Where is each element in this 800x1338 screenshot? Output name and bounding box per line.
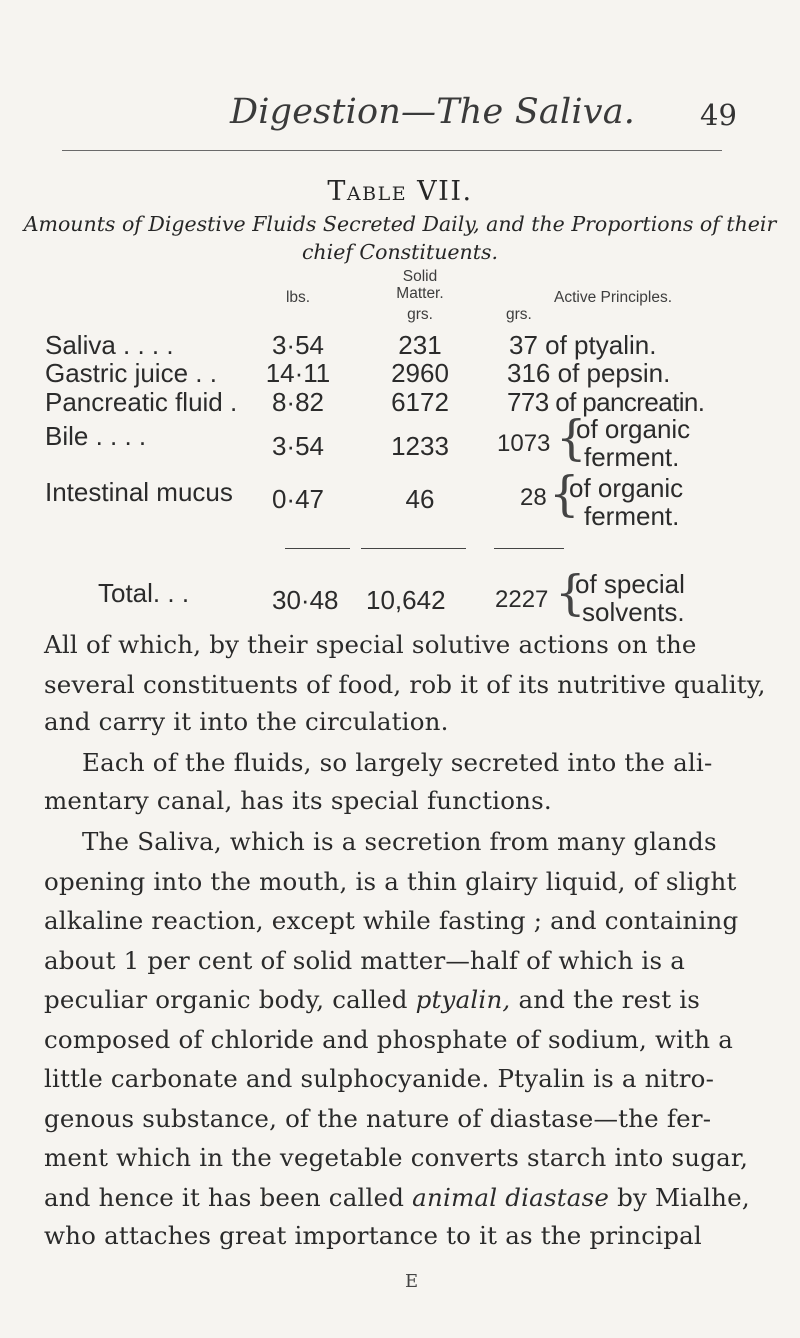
- total-label: Total. . .: [98, 578, 190, 608]
- table-row-active: 316 of pepsin.: [507, 358, 671, 388]
- table-row-solid: 231: [398, 330, 442, 360]
- paragraph-line: about 1 per cent of solid matter—half of which is a: [44, 946, 686, 975]
- table-row-lbs: 14·11: [265, 358, 331, 388]
- brace: {: [549, 466, 580, 522]
- table-row-lbs: 3·54: [271, 431, 325, 461]
- paragraph-line: and carry it into the circulation.: [44, 707, 449, 736]
- table-row-name: Bile . . . .: [45, 421, 147, 451]
- header-rule: [62, 150, 722, 151]
- table-row-active-amount: 28: [520, 484, 547, 511]
- paragraph-line: little carbonate and sulphocyanide. Ptyalin is a nitro-: [44, 1064, 715, 1093]
- column-header-solid-matter: [380, 268, 460, 302]
- paragraph-line: several constituents of food, rob it of its nutritive quality,: [44, 670, 766, 699]
- paragraph-line: [44, 985, 700, 1014]
- table-row-active-line2: ferment.: [584, 501, 680, 531]
- table-row-name: Gastric juice . .: [45, 358, 217, 388]
- table-caption-line-1: Amounts of Digestive Fluids Secreted Daily, and the Proportions of their: [23, 212, 777, 236]
- column-header-lbs: lbs.: [285, 289, 311, 306]
- column-header-solid-line1: Solid: [402, 268, 438, 285]
- table-row-active-line1: of organic: [576, 414, 691, 444]
- paragraph-line: composed of chloride and phosphate of sodium, with a: [44, 1025, 733, 1054]
- page-number: 49: [700, 98, 737, 132]
- table-row-active-line1: of organic: [569, 473, 684, 503]
- total-active-line2: solvents.: [582, 597, 685, 627]
- column-header-active-unit: grs.: [506, 306, 532, 323]
- table-row-active: 37 of ptyalin.: [509, 330, 657, 360]
- text-run: and the rest is: [518, 985, 701, 1014]
- table-title: Table VII.: [327, 176, 473, 207]
- total-solid: 10,642: [366, 585, 446, 615]
- brace: {: [555, 565, 586, 621]
- emphasis-ptyalin: ptyalin,: [415, 985, 511, 1014]
- paragraph-line: who attaches great importance to it as the principal: [44, 1221, 702, 1250]
- column-header-active-principles: Active Principles.: [553, 289, 672, 306]
- text-run: peculiar organic body, called: [44, 985, 408, 1014]
- table-caption-line-2: chief Constituents.: [301, 240, 499, 264]
- table-row-active: 773 of pancreatin.: [507, 387, 705, 417]
- sum-rule-lbs: [285, 548, 350, 549]
- table-row-lbs: 3·54: [271, 330, 325, 360]
- paragraph-line: alkaline reaction, except while fasting ; and containing: [44, 906, 739, 935]
- paragraph-line: ment which in the vegetable converts starch into sugar,: [44, 1143, 749, 1172]
- text-run: by Mialhe,: [617, 1183, 750, 1212]
- table-row-lbs: 0·47: [271, 484, 325, 514]
- table-row-solid: 46: [405, 484, 435, 514]
- sum-rule-solid: [361, 548, 466, 549]
- paragraph-line: All of which, by their special solutive actions on the: [44, 630, 697, 659]
- table-row-active-line2: ferment.: [584, 442, 680, 472]
- table-row-lbs: 8·82: [271, 387, 325, 417]
- emphasis-animal-diastase: animal diastase: [412, 1183, 610, 1212]
- paragraph-line: Each of the fluids, so largely secreted into the ali-: [82, 748, 713, 777]
- total-lbs: 30·48: [272, 585, 339, 615]
- column-header-solid-unit: grs.: [407, 306, 433, 323]
- text-run: and hence it has been called: [44, 1183, 405, 1212]
- column-header-solid-line2: Matter.: [396, 285, 444, 302]
- table-row-solid: 6172: [391, 387, 449, 417]
- total-active-line1: of special: [575, 569, 685, 599]
- brace: {: [556, 410, 587, 466]
- table-row-name: Intestinal mucus: [45, 477, 233, 507]
- paragraph-line: opening into the mouth, is a thin glairy liquid, of slight: [44, 867, 737, 896]
- total-active-amount: 2227: [495, 586, 549, 613]
- table-row-name: Pancreatic fluid .: [45, 387, 238, 417]
- table-row-active-amount: 1073: [497, 430, 551, 457]
- table-row-name: Saliva . . . .: [45, 330, 174, 360]
- table-row-solid: 2960: [391, 358, 449, 388]
- sum-rule-active: [494, 548, 564, 549]
- paragraph-line: genous substance, of the nature of diastase—the fer-: [44, 1104, 712, 1133]
- paragraph-line: [44, 1183, 750, 1212]
- table-row-solid: 1233: [391, 431, 449, 461]
- signature-mark: E: [405, 1271, 419, 1292]
- paragraph-line: mentary canal, has its special functions.: [44, 786, 552, 815]
- running-head: Digestion—The Saliva.: [230, 92, 636, 132]
- paragraph-line: The Saliva, which is a secretion from many glands: [82, 827, 717, 856]
